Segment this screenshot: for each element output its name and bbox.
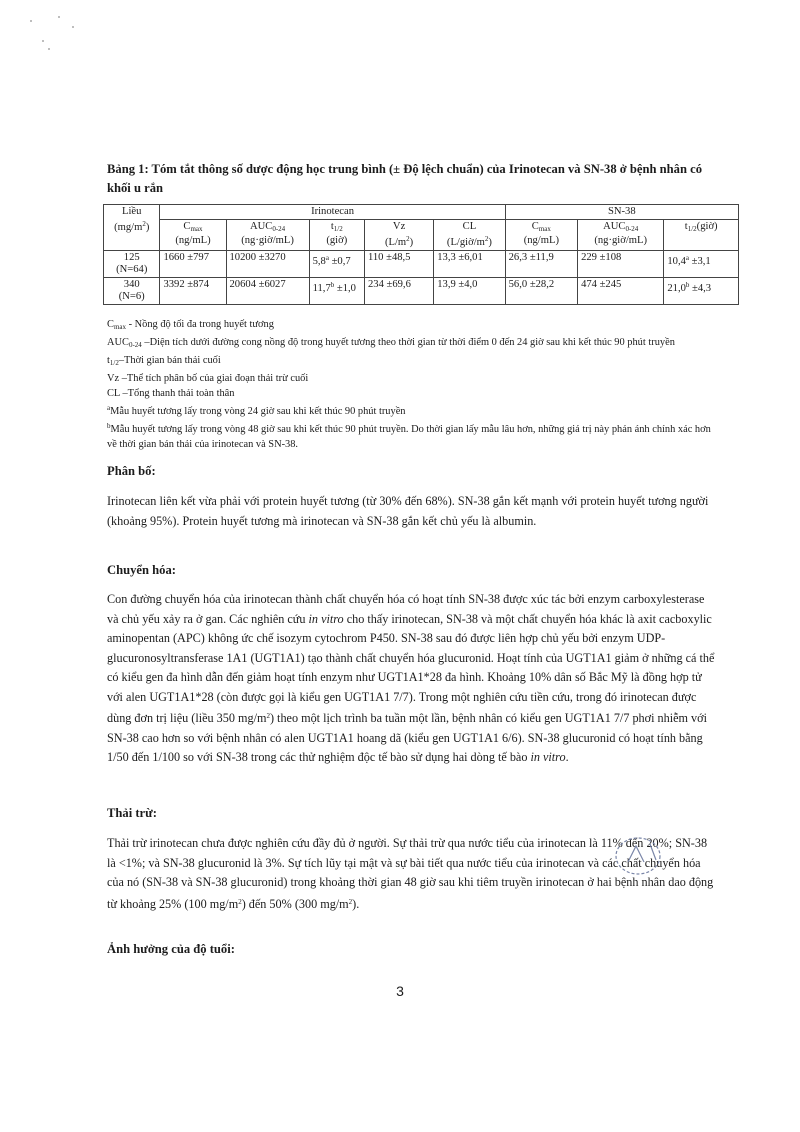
irinotecan-group-header: Irinotecan — [160, 205, 505, 220]
elimination-heading: Thải trừ: — [107, 806, 157, 820]
age-effect-heading: Ảnh hưởng của độ tuổi: — [107, 942, 235, 956]
dose-cell: 125 (N=64) — [104, 251, 160, 278]
sn-t12-cell: 10,4$^a$ ±3,1 — [664, 251, 739, 278]
legend-auc: $AUC_{0-24}$ –Diện tích dưới đường cong nồng độ trong huyết tương theo thời gian từ thời điểm 0 đến 24 giờ sau khi kết thúc 90 phút truyền — [107, 337, 675, 349]
vz-cell: 234 ±69,6 — [364, 278, 433, 305]
table-row — [104, 278, 739, 305]
table-row — [104, 251, 739, 278]
sn-col-cmax-header: $C_{max}$ (ng/mL) — [505, 220, 577, 251]
cl-cell: 13,3 ±6,01 — [434, 251, 505, 278]
t12-cell: 11,7$^b$ ±1,0 — [309, 278, 364, 305]
legend-cmax: $C_{max}$ - Nồng độ tối đa trong huyết tương — [107, 319, 274, 331]
t12-cell: 5,8$^a$ ±0,7 — [309, 251, 364, 278]
table-legend — [107, 317, 717, 452]
elimination-paragraph: Thải trừ irinotecan chưa được nghiên cứu đầy đủ ở người. Sự thải trừ qua nước tiểu của irinotecan là 11% đến 20%; SN-38 là <1%; và SN-38 glucuronid là 3%. Sự tích lũy tại mật và sự bài tiết qua nước tiểu của irinotecan và các chất chuyển hóa của nó (SN-38 và SN-38 glucuronid) trong khoảng thời gian 48 giờ sau khi tiêm truyền irinotecan ở hai bệnh nhân dao động từ khoảng 25% (100 $mg/m^2$) đến 50% (300 $mg/m^2$). — [107, 836, 714, 911]
legend-footnote-a: $^a$Mẫu huyết tương lấy trong vòng 24 giờ sau khi kết thúc 90 phút truyền — [107, 404, 406, 417]
auc-cell: 10200 ±3270 — [226, 251, 309, 278]
page-number: 3 — [396, 983, 404, 999]
pharmacokinetics-table — [103, 204, 739, 305]
scan-specks — [28, 14, 88, 54]
table-header-group-row — [104, 205, 739, 220]
table-title: Bảng 1: Tóm tắt thông số dược động học trung bình (± Độ lệch chuẩn) của Irinotecan và SN-38 ở bệnh nhân có khối u rắn — [107, 162, 702, 195]
auc-cell: 20604 ±6027 — [226, 278, 309, 305]
col-cmax-header: $C_{max}$ (ng/mL) — [160, 220, 226, 251]
sn-auc-cell: 474 ±245 — [578, 278, 664, 305]
vz-cell: 110 ±48,5 — [364, 251, 433, 278]
sn-col-auc-header: $AUC_{0-24}$ (ng·giờ/mL) — [578, 220, 664, 251]
cl-cell: 13,9 ±4,0 — [434, 278, 505, 305]
sn-cmax-cell: 56,0 ±28,2 — [505, 278, 577, 305]
col-t12-header: $t_{1/2}$ (giờ) — [309, 220, 364, 251]
sn-col-t12-header: $t_{1/2}(giờ)$ — [664, 220, 739, 251]
metabolism-heading: Chuyển hóa: — [107, 563, 176, 577]
sn-auc-cell: 229 ±108 — [578, 251, 664, 278]
cmax-cell: 3392 ±874 — [160, 278, 226, 305]
metabolism-paragraph: Con đường chuyển hóa của irinotecan thành chất chuyển hóa có hoạt tính SN-38 được xúc tác bởi enzym carboxylesterase và chủ yếu xảy ra ở gan. Các nghiên cứu in vitro cho thấy irinotecan, SN-38 và một chất chuyển hóa khác là axit cacboxylic aminopentan (APC) không ức chế isozym cytochrom P450. SN-38 sau đó được liên hợp chủ yếu bởi enzym UDP-glucuronosyltransferase 1A1 (UGT1A1) tạo thành chất chuyển hóa glucuronid. Hoạt tính của UGT1A1 giảm ở những cá thể có kiểu gen đa hình dẫn đến giảm hoạt tính enzym như UGT1A1*28 đa hình. Khoảng 10% dân số Bắc Mỹ là đồng hợp tử với alen UGT1A1*28 (còn được gọi là kiểu gen UGT1A1 7/7). Trong một nghiên cứu tiền cứu, trong đó irinotecan được dùng đơn trị liệu (liều 350 $mg/m^2$) theo một lịch trình ba tuần một lần, bệnh nhân có kiểu gen UGT1A1 7/7 phơi nhiễm với SN-38 cao hơn so với bệnh nhân có alen UGT1A1 hoang dã (kiểu gen UGT1A1 6/6). SN-38 glucuronid có hoạt tính bằng 1/50 đến 1/100 so với SN-38 trong các thử nghiệm độc tế bào sử dụng hai dòng tế bào in vitro. — [107, 592, 715, 764]
legend-vz: Vz –Thể tích phân bố của giai đoạn thải trừ cuối — [107, 373, 309, 384]
distribution-paragraph: Irinotecan liên kết vừa phải với protein huyết tương (từ 30% đến 68%). SN-38 gắn kết mạnh với protein huyết tương người (khoảng 95%). Protein huyết tương mà irinotecan và SN-38 gắn kết chủ yếu là albumin. — [107, 494, 709, 528]
legend-footnote-b: $^b$Mẫu huyết tương lấy trong vòng 48 giờ sau khi kết thúc 90 phút truyền. Do thời gian lấy mẫu lâu hơn, những giá trị này phản ánh chính xác hơn về thời gian bán thải của irinotecan và SN-38. — [107, 422, 711, 450]
dose-header-cell: Liều $(mg/m^2)$ — [104, 205, 160, 251]
legend-cl: CL –Tổng thanh thải toàn thân — [107, 388, 235, 399]
col-cl-header: CL $(L/giờ/m^2)$ — [434, 220, 505, 251]
distribution-heading: Phân bố: — [107, 464, 156, 478]
dose-cell: 340 (N=6) — [104, 278, 160, 305]
legend-t12: $t_{1/2}$–Thời gian bán thải cuối — [107, 355, 221, 367]
table-header-row — [104, 220, 739, 251]
col-auc-header: $AUC_{0-24}$ (ng·giờ/mL) — [226, 220, 309, 251]
sn-cmax-cell: 26,3 ±11,9 — [505, 251, 577, 278]
sn-t12-cell: 21,0$^b$ ±4,3 — [664, 278, 739, 305]
sn38-group-header: SN-38 — [505, 205, 738, 220]
stamp-icon — [610, 832, 670, 882]
col-vz-header: Vz $(L/m^2)$ — [364, 220, 433, 251]
cmax-cell: 1660 ±797 — [160, 251, 226, 278]
